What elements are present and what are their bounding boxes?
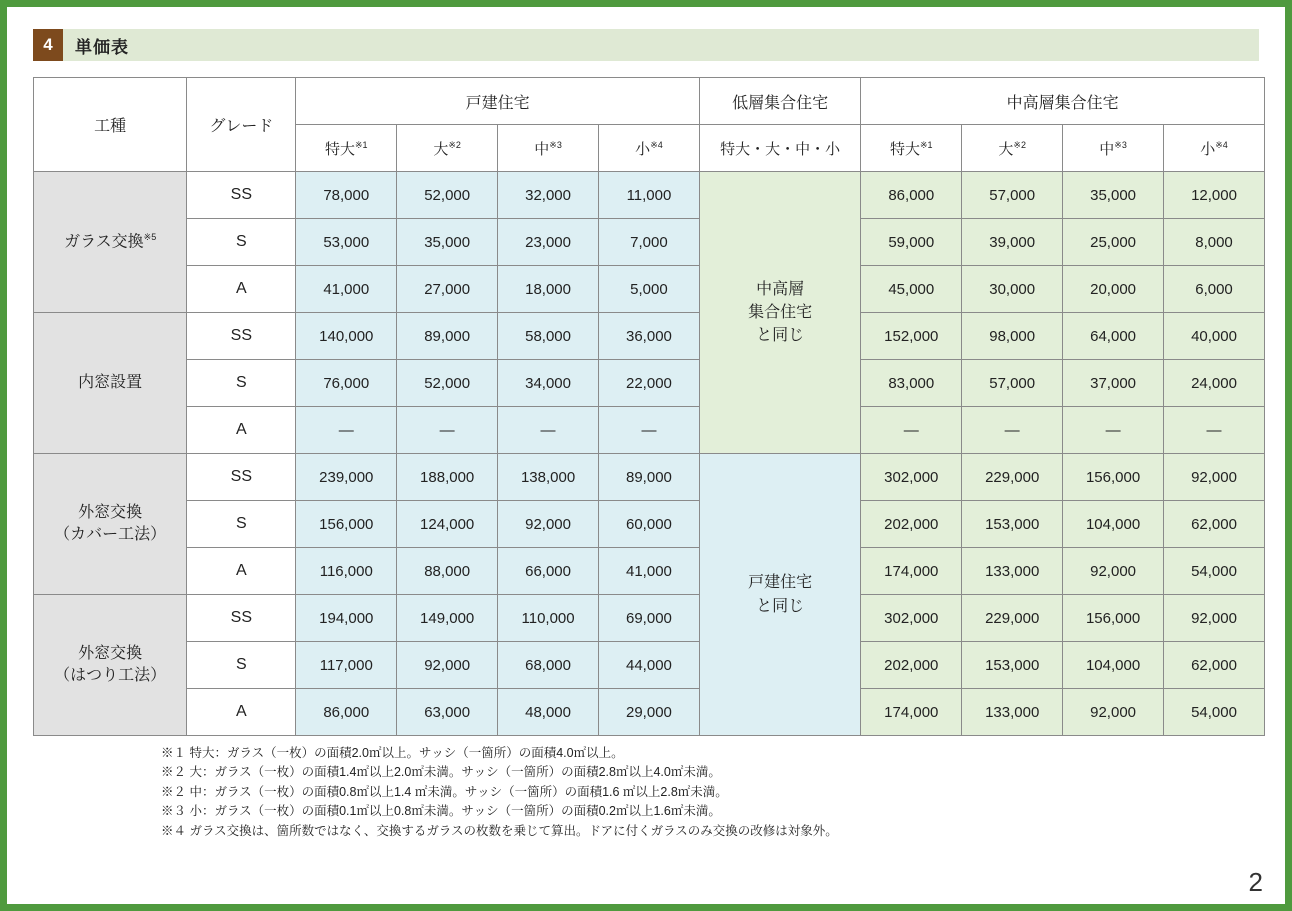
price-cell: 152,000 <box>861 313 962 360</box>
footnote-4: ※３ 小：ガラス（一枚）の面積0.1㎡以上0.8㎡未満。サッシ（一箇所）の面積0.2㎡以上1.6㎡未満。 <box>161 804 721 819</box>
price-cell: 11,000 <box>599 172 700 219</box>
price-cell: 68,000 <box>498 642 599 689</box>
price-cell: 117,000 <box>296 642 397 689</box>
price-cell: 149,000 <box>397 595 498 642</box>
price-cell: 124,000 <box>397 501 498 548</box>
size-mark: ※1 <box>355 139 368 150</box>
size-mark: ※1 <box>920 139 933 150</box>
price-cell: 24,000 <box>1164 360 1265 407</box>
price-cell: 36,000 <box>599 313 700 360</box>
price-cell: 52,000 <box>397 360 498 407</box>
row-label-glass <box>34 172 187 313</box>
size-mark: ※3 <box>1114 139 1127 150</box>
grade-cell: A <box>187 407 296 454</box>
price-cell: 35,000 <box>397 219 498 266</box>
price-cell: — <box>599 407 700 454</box>
price-cell: 153,000 <box>962 642 1063 689</box>
price-cell: 57,000 <box>962 360 1063 407</box>
price-cell: 92,000 <box>498 501 599 548</box>
header-detached: 戸建住宅 <box>296 78 700 125</box>
header-grade: グレード <box>187 78 296 172</box>
price-cell: 140,000 <box>296 313 397 360</box>
price-cell: 30,000 <box>962 266 1063 313</box>
size-mark: ※2 <box>448 139 461 150</box>
price-cell: 23,000 <box>498 219 599 266</box>
footnote-3: ※２ 中：ガラス（一枚）の面積0.8㎡以上1.4 ㎡未満。サッシ（一箇所）の面積1.6 ㎡以上2.8㎡未満。 <box>161 784 728 799</box>
lowrise-note-line2: 集合住宅 <box>748 303 813 321</box>
header-detached-xl <box>296 125 397 172</box>
price-cell: 57,000 <box>962 172 1063 219</box>
header-midrise-s <box>1164 125 1265 172</box>
price-cell: 92,000 <box>1164 595 1265 642</box>
table-row <box>34 313 1265 360</box>
price-cell: 62,000 <box>1164 501 1265 548</box>
price-cell: 66,000 <box>498 548 599 595</box>
price-cell: 18,000 <box>498 266 599 313</box>
table-row <box>34 172 1265 219</box>
price-cell: 54,000 <box>1164 689 1265 736</box>
size-label: 小 <box>635 140 651 158</box>
price-cell: 302,000 <box>861 595 962 642</box>
price-cell: 133,000 <box>962 548 1063 595</box>
row-label-line1: 外窓交換 <box>78 504 143 522</box>
price-cell: 20,000 <box>1063 266 1164 313</box>
price-cell: 60,000 <box>599 501 700 548</box>
row-label-text: ガラス交換 <box>64 233 144 251</box>
lowrise-note-line3: と同じ <box>756 327 805 345</box>
size-label: 中 <box>1099 140 1115 158</box>
row-label-line2: （カバー工法） <box>54 526 167 543</box>
size-label: 小 <box>1200 140 1216 158</box>
header-midrise-xl <box>861 125 962 172</box>
price-cell: 6,000 <box>1164 266 1265 313</box>
price-cell: 92,000 <box>1063 689 1164 736</box>
lowrise-note-line2: と同じ <box>756 597 805 615</box>
lowrise-note-line1: 中高層 <box>756 280 805 298</box>
section-title: 単価表 <box>75 37 129 57</box>
table-body <box>34 172 1265 736</box>
header-kousyu: 工種 <box>34 78 187 172</box>
page-content <box>7 7 1285 904</box>
price-cell: 202,000 <box>861 642 962 689</box>
price-cell: 229,000 <box>962 454 1063 501</box>
price-cell: — <box>861 407 962 454</box>
lowrise-same-as-detached <box>699 454 860 736</box>
grade-cell: S <box>187 360 296 407</box>
price-cell: — <box>962 407 1063 454</box>
price-cell: 37,000 <box>1063 360 1164 407</box>
size-label: 特大 <box>890 140 921 158</box>
price-cell: 27,000 <box>397 266 498 313</box>
price-cell: 25,000 <box>1063 219 1164 266</box>
grade-cell: A <box>187 548 296 595</box>
price-cell: 156,000 <box>1063 454 1164 501</box>
footnote-5: ※４ ガラス交換は、箇所数ではなく、交換するガラスの枚数を乗じて算出。ドアに付くガラスのみ交換の改修は対象外。 <box>161 823 838 838</box>
price-cell: 133,000 <box>962 689 1063 736</box>
price-cell: 138,000 <box>498 454 599 501</box>
size-mark: ※4 <box>1215 139 1228 150</box>
price-cell: 88,000 <box>397 548 498 595</box>
price-cell: — <box>397 407 498 454</box>
price-cell: 92,000 <box>1164 454 1265 501</box>
section-number: 4 <box>33 29 63 61</box>
price-cell: 12,000 <box>1164 172 1265 219</box>
lowrise-note-line1: 戸建住宅 <box>748 574 813 592</box>
price-cell: 44,000 <box>599 642 700 689</box>
table-row <box>34 219 1265 266</box>
price-cell: 63,000 <box>397 689 498 736</box>
price-cell: 83,000 <box>861 360 962 407</box>
size-mark: ※4 <box>650 139 663 150</box>
price-cell: 64,000 <box>1063 313 1164 360</box>
row-label-inner-window: 内窓設置 <box>34 313 187 454</box>
price-cell: 59,000 <box>861 219 962 266</box>
price-cell: 188,000 <box>397 454 498 501</box>
price-cell: 48,000 <box>498 689 599 736</box>
price-cell: 54,000 <box>1164 548 1265 595</box>
price-cell: 156,000 <box>1063 595 1164 642</box>
header-lowrise: 低層集合住宅 <box>699 78 860 125</box>
row-label-line1: 外窓交換 <box>78 645 143 663</box>
size-mark: ※3 <box>549 139 562 150</box>
size-mark: ※2 <box>1013 139 1026 150</box>
price-cell: 202,000 <box>861 501 962 548</box>
header-detached-s <box>599 125 700 172</box>
table-row <box>34 266 1265 313</box>
price-cell: 110,000 <box>498 595 599 642</box>
table-row <box>34 595 1265 642</box>
price-cell: 35,000 <box>1063 172 1164 219</box>
price-cell: 98,000 <box>962 313 1063 360</box>
grade-cell: S <box>187 219 296 266</box>
price-cell: 104,000 <box>1063 642 1164 689</box>
price-cell: 156,000 <box>296 501 397 548</box>
price-cell: 62,000 <box>1164 642 1265 689</box>
table-row <box>34 407 1265 454</box>
grade-cell: SS <box>187 313 296 360</box>
row-label-outer-window-demolition <box>34 595 187 736</box>
row-label-line2: （はつり工法） <box>54 667 167 684</box>
price-cell: — <box>1063 407 1164 454</box>
grade-cell: SS <box>187 454 296 501</box>
price-cell: 92,000 <box>1063 548 1164 595</box>
grade-cell: A <box>187 266 296 313</box>
price-cell: 41,000 <box>599 548 700 595</box>
price-cell: 116,000 <box>296 548 397 595</box>
table-row <box>34 642 1265 689</box>
row-label-mark: ※5 <box>143 232 157 243</box>
price-cell: 92,000 <box>397 642 498 689</box>
price-cell: 40,000 <box>1164 313 1265 360</box>
table-row <box>34 360 1265 407</box>
price-cell: 69,000 <box>599 595 700 642</box>
header-midrise-l <box>962 125 1063 172</box>
price-cell: 76,000 <box>296 360 397 407</box>
price-cell: 174,000 <box>861 548 962 595</box>
price-cell: 8,000 <box>1164 219 1265 266</box>
grade-cell: A <box>187 689 296 736</box>
header-row-top <box>34 78 1265 125</box>
price-cell: 104,000 <box>1063 501 1164 548</box>
price-cell: 34,000 <box>498 360 599 407</box>
page-number: 2 <box>1248 867 1263 897</box>
table-header <box>34 78 1265 172</box>
price-cell: 174,000 <box>861 689 962 736</box>
price-cell: 86,000 <box>861 172 962 219</box>
price-cell: 58,000 <box>498 313 599 360</box>
price-cell: 89,000 <box>397 313 498 360</box>
header-detached-l <box>397 125 498 172</box>
price-cell: 45,000 <box>861 266 962 313</box>
grade-cell: S <box>187 501 296 548</box>
price-cell: 52,000 <box>397 172 498 219</box>
size-label: 特大 <box>324 140 355 158</box>
section-header <box>33 29 1259 61</box>
header-lowrise-sizes: 特大・大・中・小 <box>699 125 860 172</box>
grade-cell: SS <box>187 172 296 219</box>
footnotes <box>33 744 1259 841</box>
grade-cell: S <box>187 642 296 689</box>
footnote-1: ※１ 特大：ガラス（一枚）の面積2.0㎡以上。サッシ（一箇所）の面積4.0㎡以上。 <box>161 746 624 760</box>
price-cell: 239,000 <box>296 454 397 501</box>
price-cell: — <box>296 407 397 454</box>
price-cell: 41,000 <box>296 266 397 313</box>
footnote-2: ※２ 大：ガラス（一枚）の面積1.4㎡以上2.0㎡未満。サッシ（一箇所）の面積2.8㎡以上4.0㎡未満。 <box>161 765 721 780</box>
unit-price-table <box>33 77 1265 736</box>
row-label-outer-window-cover <box>34 454 187 595</box>
header-midrise: 中高層集合住宅 <box>861 78 1265 125</box>
header-detached-m <box>498 125 599 172</box>
header-midrise-m <box>1063 125 1164 172</box>
size-label: 大 <box>433 140 449 158</box>
table-row <box>34 689 1265 736</box>
price-cell: 153,000 <box>962 501 1063 548</box>
price-cell: 7,000 <box>599 219 700 266</box>
price-cell: 5,000 <box>599 266 700 313</box>
table-row <box>34 548 1265 595</box>
price-cell: 194,000 <box>296 595 397 642</box>
price-cell: 32,000 <box>498 172 599 219</box>
grade-cell: SS <box>187 595 296 642</box>
size-label: 中 <box>534 140 550 158</box>
price-cell: 302,000 <box>861 454 962 501</box>
price-cell: 86,000 <box>296 689 397 736</box>
price-cell: 39,000 <box>962 219 1063 266</box>
lowrise-same-as-midrise <box>699 172 860 454</box>
price-cell: 78,000 <box>296 172 397 219</box>
price-cell: — <box>498 407 599 454</box>
price-cell: 29,000 <box>599 689 700 736</box>
price-cell: 89,000 <box>599 454 700 501</box>
price-cell: 22,000 <box>599 360 700 407</box>
price-cell: 53,000 <box>296 219 397 266</box>
price-cell: 229,000 <box>962 595 1063 642</box>
table-row <box>34 501 1265 548</box>
table-row <box>34 454 1265 501</box>
size-label: 大 <box>998 140 1014 158</box>
price-cell: — <box>1164 407 1265 454</box>
